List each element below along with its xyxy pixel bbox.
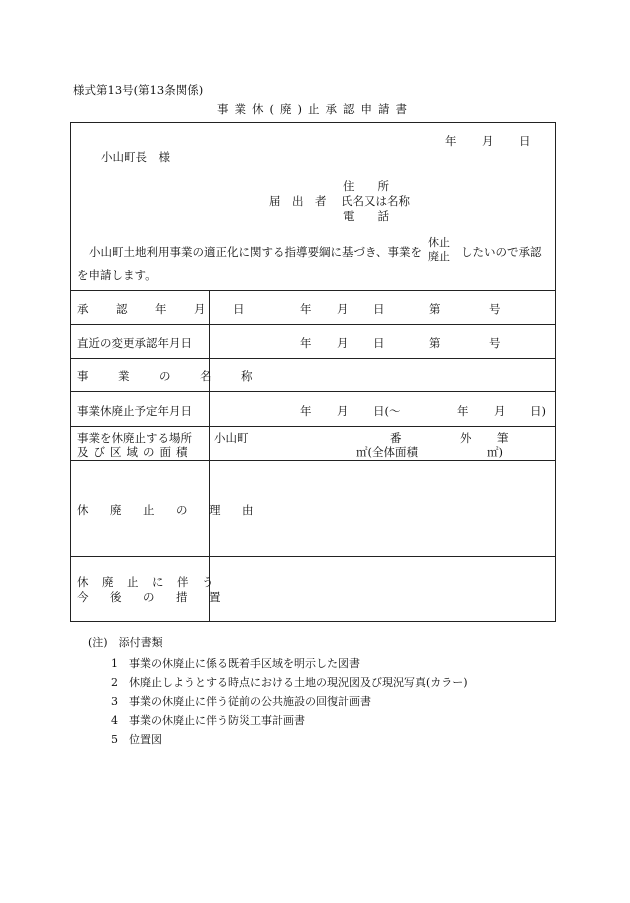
name-label: 氏名又は名称 — [341, 194, 410, 208]
recent-month: 月 — [337, 336, 349, 350]
phone-label: 電 話 — [343, 209, 389, 223]
area-total-end: ㎡) — [487, 445, 503, 459]
area-total: ㎡(全体面積 — [356, 445, 418, 459]
notifier-label: 届 出 者 — [269, 194, 327, 208]
attachment-text: 位置図 — [129, 733, 162, 746]
suspend-abolish-choice — [428, 236, 450, 264]
statement-text-end: を申請します。 — [77, 268, 157, 282]
planned-day-from: 日(〜 — [373, 404, 401, 418]
attachment-text: 事業の休廃止に伴う防災工事計画書 — [129, 714, 305, 727]
approval-year: 年 — [300, 302, 312, 316]
place-town: 小山町 — [214, 431, 249, 445]
planned-month-to: 月 — [494, 404, 506, 418]
recent-number-prefix: 第 — [429, 336, 441, 350]
form-number: 様式第13号(第13条関係) — [73, 83, 204, 97]
approval-number-prefix: 第 — [429, 302, 441, 316]
row-label-approval: 承 認 年 月 日 — [77, 302, 253, 316]
row-label-recent: 直近の変更承認年月日 — [77, 336, 192, 350]
divider — [71, 426, 555, 427]
application-form-table — [70, 122, 556, 622]
address-label: 住 所 — [343, 179, 389, 193]
addressee: 小山町長 様 — [101, 150, 170, 164]
planned-month: 月 — [337, 404, 349, 418]
attachments-heading: (注) 添付書類 — [88, 636, 163, 649]
attachment-number: 2 — [111, 676, 118, 689]
divider — [71, 460, 555, 461]
attachment-number: 5 — [111, 733, 118, 746]
date-year: 年 — [445, 134, 457, 148]
divider — [71, 358, 555, 359]
attachment-item — [111, 712, 305, 728]
divider — [71, 556, 555, 557]
row-label-planned-date: 事業休廃止予定年月日 — [77, 404, 192, 418]
planned-year-to: 年 — [457, 404, 469, 418]
approval-number-suffix: 号 — [489, 302, 501, 316]
row-label-area: 及び区域の面積 — [77, 445, 193, 459]
place-parcels: 筆 — [497, 431, 509, 445]
row-label-business-name: 事 業 の 名 称 — [77, 369, 262, 383]
row-label-measures: 休 廃 止 に 伴 う — [77, 575, 215, 589]
attachment-item — [111, 674, 468, 690]
approval-month: 月 — [337, 302, 349, 316]
date-day: 日 — [519, 134, 531, 148]
recent-day: 日 — [373, 336, 385, 350]
divider — [71, 290, 555, 291]
date-month: 月 — [482, 134, 494, 148]
divider — [71, 324, 555, 325]
attachment-item — [111, 731, 162, 747]
document-title: 事業休(廃)止承認申請書 — [217, 102, 413, 116]
row-label-reason: 休 廃 止 の 理 由 — [77, 503, 259, 517]
attachment-number: 4 — [111, 714, 118, 727]
approval-day: 日 — [373, 302, 385, 316]
attachment-text: 事業の休廃止に伴う従前の公共施設の回復計画書 — [129, 695, 371, 708]
option-abolish: 廃止 — [428, 250, 450, 263]
planned-day-to: 日) — [530, 404, 546, 418]
divider — [71, 391, 555, 392]
recent-number-suffix: 号 — [489, 336, 501, 350]
column-divider — [209, 290, 210, 621]
attachment-number: 1 — [111, 657, 118, 670]
planned-year: 年 — [300, 404, 312, 418]
place-other: 外 — [460, 431, 472, 445]
attachment-item — [111, 655, 360, 671]
attachment-item — [111, 693, 371, 709]
statement-text: 小山町土地利用事業の適正化に関する指導要綱に基づき、事業を — [89, 245, 423, 259]
option-suspend: 休止 — [428, 236, 450, 249]
row-label-place: 事業を休廃止する場所 — [77, 431, 192, 445]
place-lot: 番 — [390, 431, 402, 445]
attachment-text: 休廃止しようとする時点における土地の現況図及び現況写真(カラー) — [129, 676, 468, 689]
recent-year: 年 — [300, 336, 312, 350]
attachment-text: 事業の休廃止に係る既着手区域を明示した図書 — [129, 657, 360, 670]
row-label-measures-cont: 今 後 の 措 置 — [77, 590, 226, 604]
statement-text-cont: したいので承認 — [461, 245, 542, 259]
attachment-number: 3 — [111, 695, 118, 708]
